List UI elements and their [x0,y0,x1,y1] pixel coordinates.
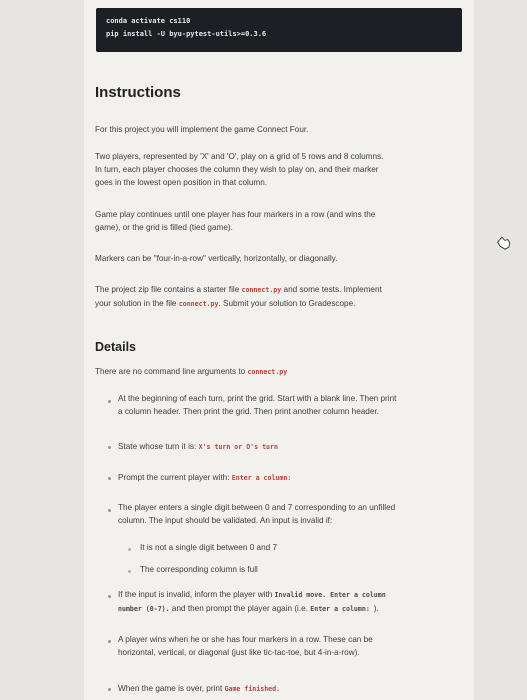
list-item [118,633,468,659]
text-line: goes in the lowest open position in that column. [95,178,268,187]
bullet-dot [108,509,111,512]
text-line: column. The input should be validated. An input is invalid if: [118,516,333,525]
code-line: conda activate cs110 [106,17,191,25]
text: There are no command line arguments to [95,367,248,376]
text: and some tests. Implement [281,285,382,294]
text: your solution in the file [95,299,179,308]
paragraph [95,283,465,311]
inline-code: connect.py [241,286,282,294]
inline-code: Enter a column: [231,474,292,482]
inline-code: Game finished. [224,685,281,693]
text: The project zip file contains a starter file [95,285,242,294]
paragraph [95,365,465,379]
text: Prompt the current player with: [118,473,232,482]
hand-cursor-icon [496,235,512,251]
bullet-dot [108,400,111,403]
paragraph [95,150,465,189]
text-line: The player enters a single digit between 0 and 7 corresponding to an unfilled [118,503,396,512]
text: If the input is invalid, inform the player with [118,590,275,599]
text-line: Two players, represented by 'X' and 'O', play on a grid of 5 rows and 8 columns. [95,152,384,161]
inline-code: connect.py [178,300,219,308]
code-line: pip install -U byu-pytest-utils>=0.3.6 [106,30,267,38]
text: When the game is over, print [118,684,225,693]
list-item [118,471,291,485]
text-line [95,283,465,297]
list-item [118,501,468,527]
text-line: A player wins when he or she has four markers in a row. These can be [118,635,373,644]
list-item [118,440,278,454]
text-line [118,602,473,616]
bullet-dot [108,477,111,480]
sub-bullet-dot [128,570,131,573]
paragraph: For this project you will implement the game Connect Four. [95,125,309,134]
list-item [118,392,468,418]
inline-code: Invalid move. Enter a column [274,591,386,599]
text-line [95,297,465,311]
details-heading: Details [95,340,136,354]
text-line: Game play continues until one player has four markers in a row (and wins the [95,210,376,219]
instructions-heading: Instructions [95,84,181,101]
list-item [118,682,280,696]
inline-code: Enter a column: [310,605,374,613]
sub-list-item: It is not a single digit between 0 and 7 [140,543,278,552]
list-item [118,588,473,616]
paragraph [95,208,465,234]
text-line [118,588,473,602]
inline-code: connect.py [247,368,288,376]
code-block [96,8,462,52]
bullet-dot [108,640,111,643]
text-line: horizontal, vertical, or diagonal (just like tic-tac-toe, but 4-in-a-row). [118,648,360,657]
text: . Submit your solution to Gradescope. [218,299,356,308]
text-line: In turn, each player chooses the column they wish to play on, and their marker [95,165,379,174]
sub-bullet-dot [128,548,131,551]
text: ). [373,604,379,613]
paragraph: Markers can be "four-in-a-row" vertically, horizontally, or diagonally. [95,254,338,263]
text-line: At the beginning of each turn, print the grid. Start with a blank line. Then print [118,394,397,403]
text-line: game), or the grid is filled (tied game). [95,223,233,232]
inline-code: X's turn or O's turn [198,443,278,451]
text-line: a column header. Then print the grid. Then print another column header. [118,407,379,416]
text: and then prompt the player again (i.e. [169,604,311,613]
sub-list-item: The corresponding column is full [140,565,258,574]
bullet-dot [108,595,111,598]
text: State whose turn it is: [118,442,199,451]
inline-code: number (0-7). [118,605,170,613]
bullet-dot [108,688,111,691]
bullet-dot [108,446,111,449]
